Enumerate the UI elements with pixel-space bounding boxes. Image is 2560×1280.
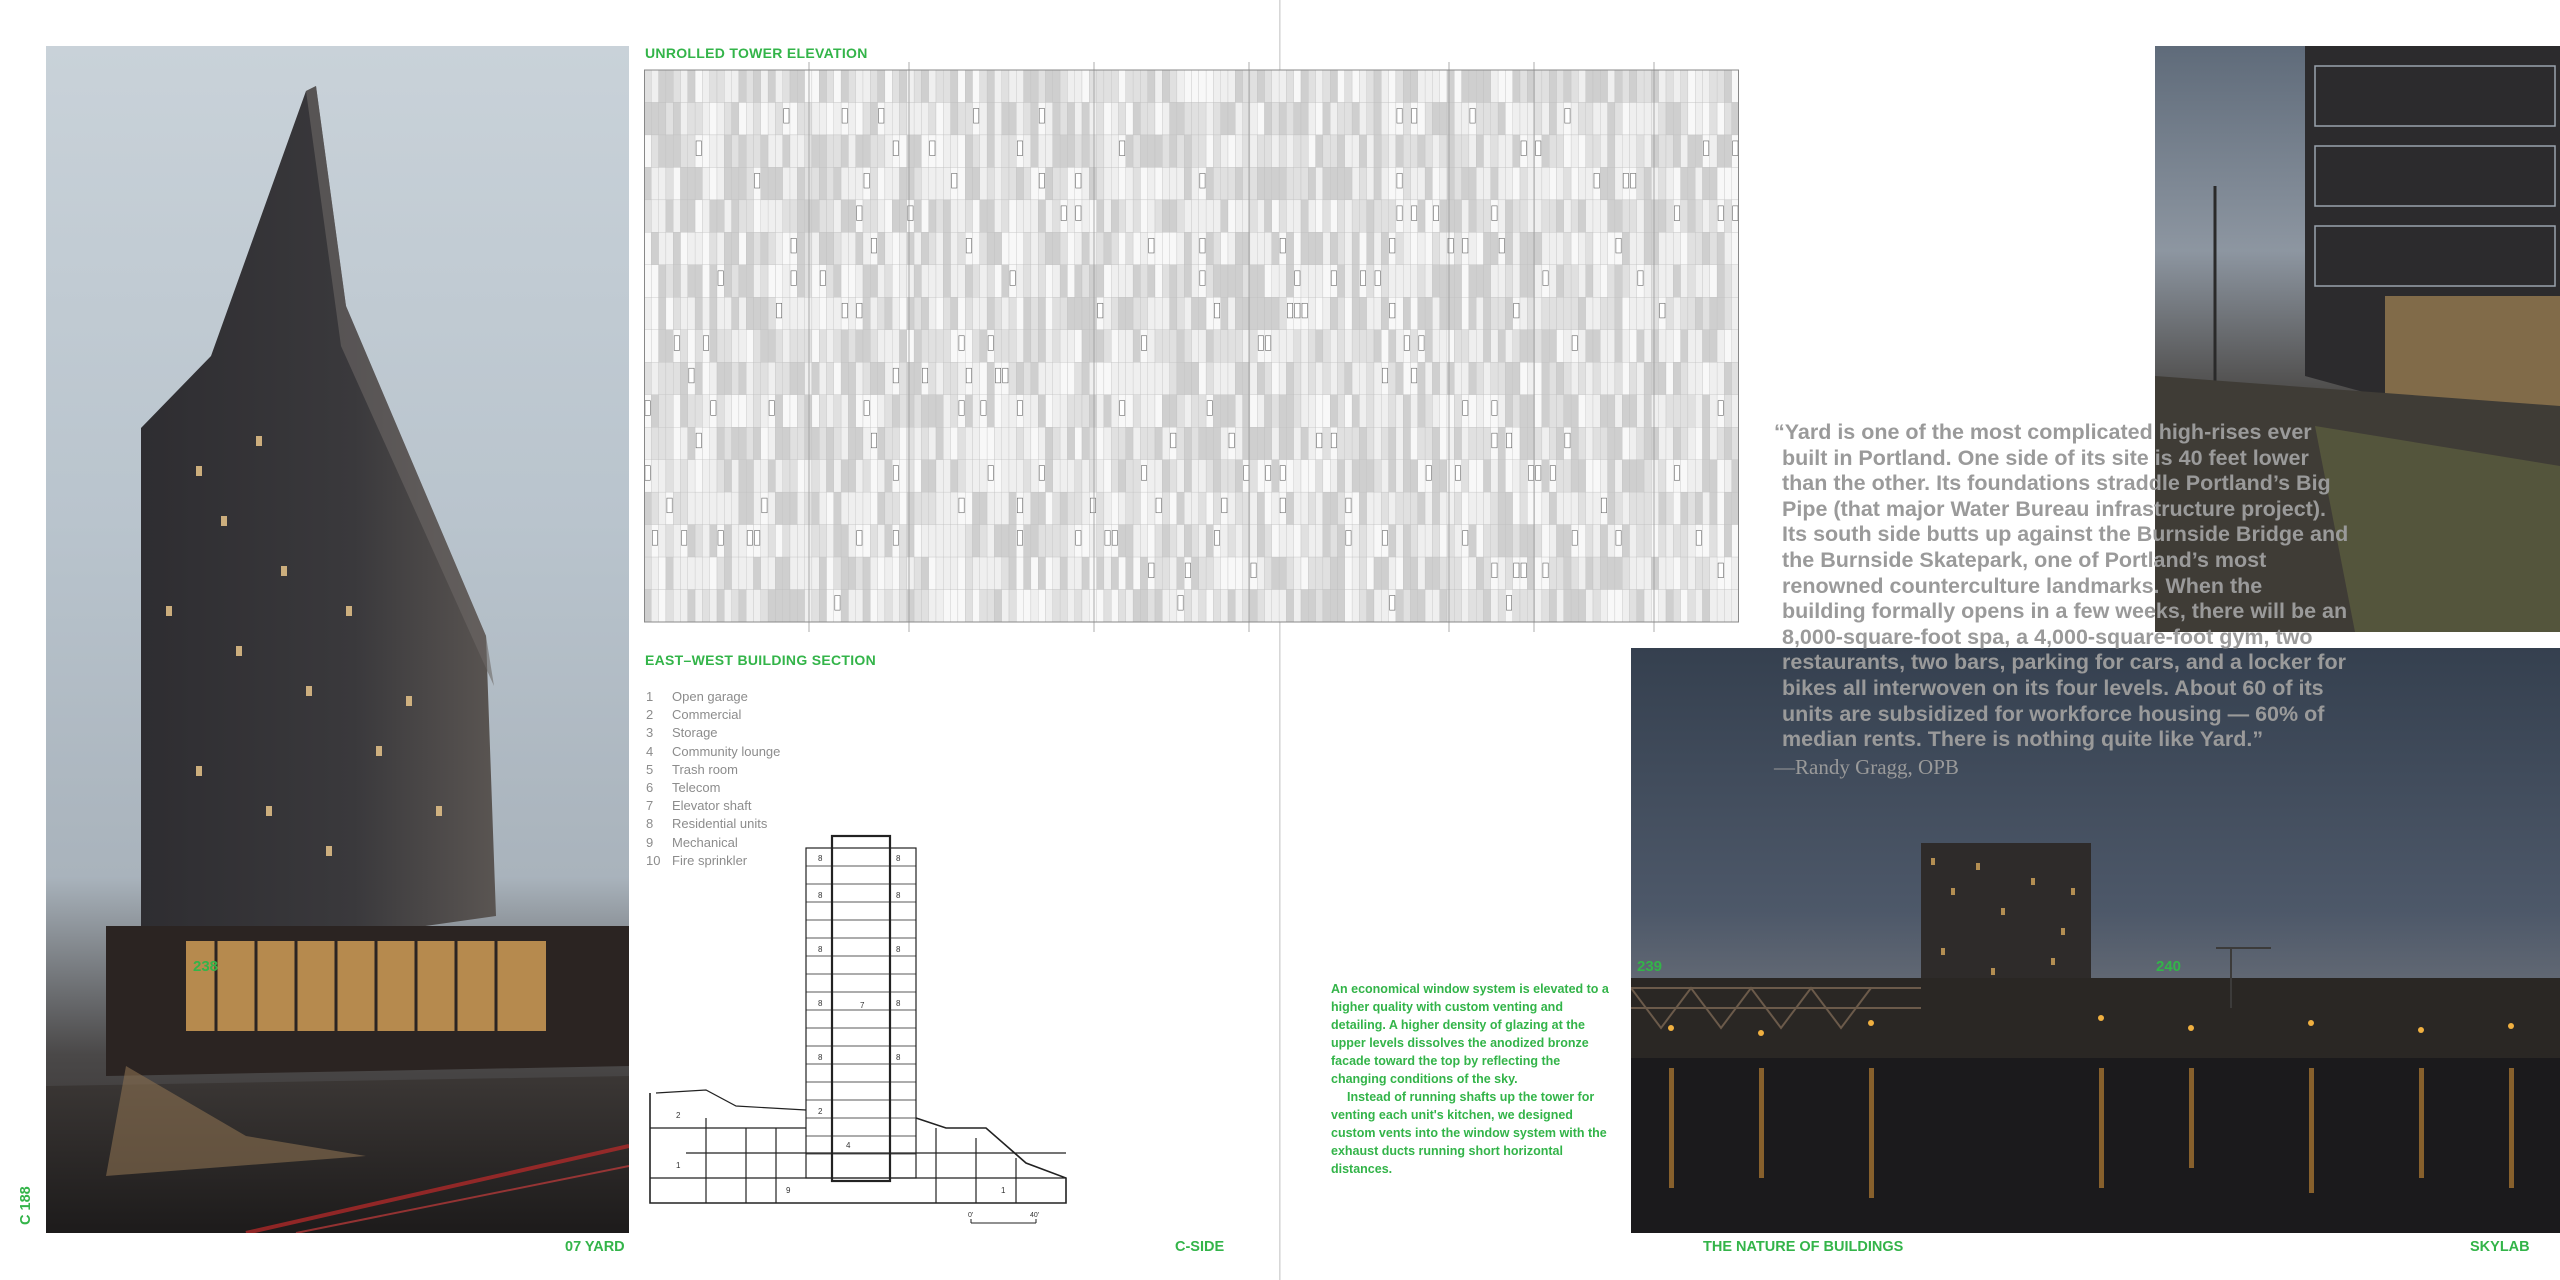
svg-text:8: 8: [896, 854, 901, 863]
svg-text:8: 8: [818, 1053, 823, 1062]
elevation-title: UNROLLED TOWER ELEVATION: [645, 45, 868, 61]
svg-text:8: 8: [818, 945, 823, 954]
legend-item: 7 Elevator shaft: [646, 798, 752, 814]
caption-text: [1331, 980, 1611, 1178]
tower-photo: [46, 46, 629, 1233]
svg-text:1: 1: [1001, 1186, 1006, 1195]
svg-text:8: 8: [818, 854, 823, 863]
scale-label-start: 0': [968, 1212, 974, 1219]
elevation-svg: [644, 62, 1739, 632]
legend-item: 5 Trash room: [646, 761, 738, 777]
svg-text:8: 8: [818, 891, 823, 900]
quote-attribution: —Randy Gragg, OPB: [1774, 754, 1959, 779]
legend-item: 4 Community lounge: [646, 743, 781, 759]
caption-paragraph: An economical window system is elevated to a higher quality with custom venting and detailing. A higher density of glazing at the upper levels dissolves the anodized bronze facade toward the top by reflecting the changing conditions of the sky.: [1331, 982, 1609, 1086]
svg-text:4: 4: [846, 1141, 851, 1150]
folio-vertical: C 188: [18, 1186, 34, 1225]
legend-item: 3 Storage: [646, 725, 718, 741]
photo-page-ref: 239: [1637, 958, 1663, 975]
quote-text: “Yard is one of the most complicated high-rises ever built in Portland. One side of its site is 40 feet lower than the other. Its foundations straddle Portland’s Big Pipe (that major Water Bureau infrastructure project). Its south side butts up against the Burnside Bridge and the Burnside Skatepark, one of Portland’s most renowned counterculture landmarks. When the building formally opens in a few weeks, there will be an 8,000-square-foot spa, a 4,000-square-foot gym, two restaurants, two bars, parking for cars, and a locker for bikes all interwoven on its four levels. About 60 of its units are subsidized for workforce housing — 60% of median rents. There is nothing quite like Yard.”: [1774, 420, 2349, 752]
svg-text:1: 1: [676, 1161, 681, 1170]
legend-item: 8 Residential units: [646, 816, 768, 832]
scale-bar: [968, 1212, 1039, 1223]
footer-publisher: SKYLAB: [2470, 1239, 2530, 1255]
legend-item: 9 Mechanical: [646, 834, 738, 850]
scale-label-end: 40': [1030, 1212, 1040, 1219]
legend-item: 1 Open garage: [646, 689, 748, 704]
svg-text:8: 8: [896, 1053, 901, 1062]
footer-section: C-SIDE: [1175, 1239, 1225, 1255]
caption-paragraph: Instead of running shafts up the tower for venting each unit's kitchen, we designed custom vents into the window system with the exhaust ducts running short horizontal distances.: [1331, 1090, 1607, 1176]
tower-elevation-drawing: [644, 62, 1739, 632]
legend-item: 6 Telecom: [646, 780, 721, 796]
pull-quote: [1774, 420, 2349, 780]
section-svg: [646, 828, 1086, 1238]
svg-text:8: 8: [896, 999, 901, 1008]
legend-item: 10 Fire sprinkler: [646, 852, 748, 868]
svg-text:7: 7: [860, 1001, 865, 1010]
svg-text:2: 2: [818, 1107, 823, 1116]
photo-page-ref: 240: [2156, 958, 2182, 975]
footer-chapter: 07 YARD: [565, 1239, 625, 1255]
footer-book-title: THE NATURE OF BUILDINGS: [1703, 1239, 1904, 1255]
elevation-panels: [644, 70, 1739, 622]
building-section-drawing: [646, 828, 1086, 1238]
svg-text:2: 2: [676, 1111, 681, 1120]
svg-text:8: 8: [818, 999, 823, 1008]
svg-text:9: 9: [786, 1186, 791, 1195]
svg-text:8: 8: [896, 945, 901, 954]
photo-page-ref: 238: [193, 958, 219, 975]
section-title: EAST–WEST BUILDING SECTION: [645, 652, 877, 668]
tower-photo-illustration: [46, 46, 629, 1233]
svg-text:8: 8: [896, 891, 901, 900]
legend-item: 2 Commercial: [646, 707, 742, 723]
